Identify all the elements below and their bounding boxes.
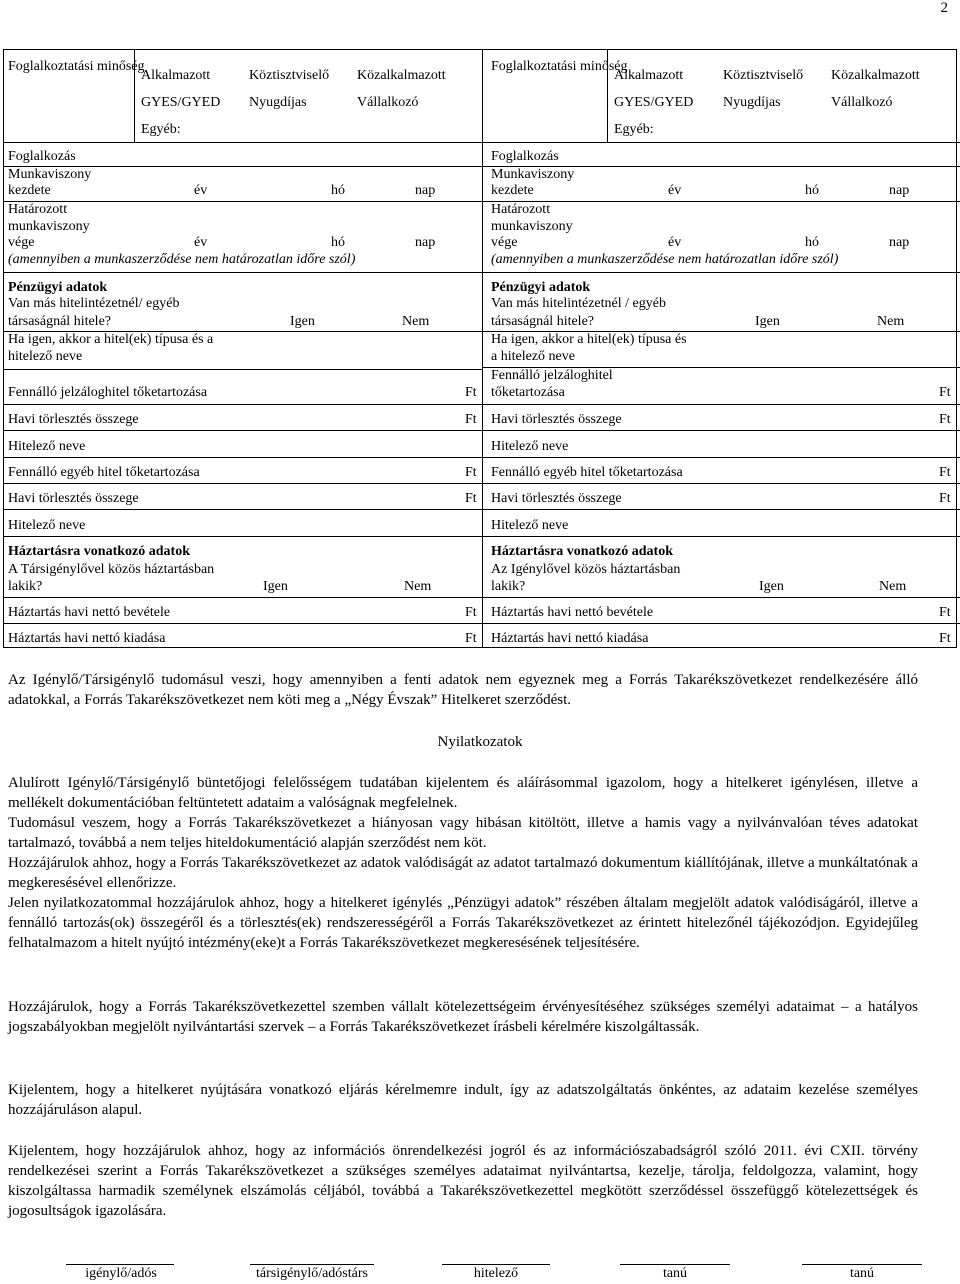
end-year-label: év bbox=[194, 235, 208, 250]
page-number: 2 bbox=[940, 0, 948, 16]
row-divider bbox=[4, 509, 483, 510]
data-protection-text: Kijelentem, hogy hozzájárulok ahhoz, hogy az információs önrendelkezési jogról és az információszabadságról szóló 2011. évi CXII. törvény rendelkezései szerint a Forrás Takarékszövetkezet a szükséges személyes adataimat nyilvántartsa, kezelje, tárolja, feldolgozza, valamint, hogy kiszolgáltassa harmadik személynek elszámolás céljából, továbbá a Takarékszövetkezettel megkötött szerződéssel összefüggő kötelezettségek és jogosultságok igazolására. bbox=[8, 1143, 918, 1219]
row-divider bbox=[483, 404, 960, 405]
voluntary-text: Kijelentem, hogy a hitelkeret nyújtására vonatkozó eljárás kérelmemre indult, így az adatszolgáltatás önkéntes, az adataim kezelése személyes hozzájáruláson alapul. bbox=[8, 1082, 918, 1118]
row-divider bbox=[4, 369, 483, 370]
option-koztisztviselo[interactable]: Köztisztviselő bbox=[723, 68, 804, 83]
start-month-label: hó bbox=[805, 183, 819, 198]
signature-label-witness-2: tanú bbox=[849, 1266, 875, 1281]
start-day-label: nap bbox=[889, 183, 910, 198]
household-expense-label: Háztartás havi nettó kiadása bbox=[8, 631, 166, 646]
end-label: vége bbox=[8, 235, 35, 250]
household-income-label: Háztartás havi nettó bevétele bbox=[491, 605, 654, 620]
other-loan-yes[interactable]: Igen bbox=[290, 314, 315, 329]
shared-household-question-line1: Az Igénylővel közös háztartásban bbox=[491, 562, 681, 577]
end-year-label: év bbox=[668, 235, 682, 250]
row-divider bbox=[483, 142, 960, 143]
option-kozalkalmazott[interactable]: Közalkalmazott bbox=[357, 68, 446, 83]
row-divider bbox=[4, 483, 483, 484]
row-divider bbox=[483, 483, 960, 484]
financial-data-heading: Pénzügyi adatok bbox=[491, 280, 591, 295]
household-income-currency: Ft bbox=[939, 605, 951, 620]
shared-household-question-line2: lakik? bbox=[491, 579, 526, 594]
row-divider bbox=[483, 457, 960, 458]
declaration-paragraph: Hozzájárulok ahhoz, hogy a Forrás Takarékszövetkezet az adatok valódiságát az adatot tartalmazó dokumentum kiállítójának, illetve a munkáltatónak a megkeresésével ellenőrizze. bbox=[8, 855, 918, 891]
option-gyes-gyed[interactable]: GYES/GYED bbox=[614, 95, 694, 110]
notice-paragraph bbox=[8, 670, 918, 710]
other-loan-question-line2: társaságnál hitele? bbox=[8, 314, 112, 329]
row-divider bbox=[483, 623, 960, 624]
row-divider bbox=[483, 536, 960, 537]
indefinite-note: (amennyiben a munkaszerződése nem határozatlan időre szól) bbox=[8, 252, 356, 267]
row-divider bbox=[483, 272, 960, 273]
row-divider bbox=[4, 597, 483, 598]
option-gyes-gyed[interactable]: GYES/GYED bbox=[141, 95, 221, 110]
other-loan-currency: Ft bbox=[939, 465, 951, 480]
column-divider bbox=[134, 50, 135, 142]
mortgage-currency: Ft bbox=[465, 385, 477, 400]
occupation-label: Foglalkozás bbox=[491, 149, 559, 164]
other-loan-principal-label: Fennálló egyéb hitel tőketartozása bbox=[491, 465, 683, 480]
household-data-heading: Háztartásra vonatkozó adatok bbox=[491, 544, 673, 559]
shared-household-yes[interactable]: Igen bbox=[263, 579, 288, 594]
monthly-installment-label: Havi törlesztés összege bbox=[491, 412, 622, 427]
option-kozalkalmazott[interactable]: Közalkalmazott bbox=[831, 68, 920, 83]
signature-label-applicant: igénylő/adós bbox=[85, 1266, 157, 1281]
start-label: kezdete bbox=[8, 183, 51, 198]
other-loan-question-line1: Van más hitelintézetnél / egyéb bbox=[491, 296, 666, 311]
household-expense-label: Háztartás havi nettó kiadása bbox=[491, 631, 649, 646]
signature-label-co-applicant: társigénylő/adóstárs bbox=[256, 1266, 368, 1281]
household-data-heading: Háztartásra vonatkozó adatok bbox=[8, 544, 190, 559]
monthly-installment-currency-2: Ft bbox=[465, 491, 477, 506]
monthly-installment-currency-2: Ft bbox=[939, 491, 951, 506]
creditor-name-label: Hitelező neve bbox=[8, 439, 86, 454]
other-loan-principal-label: Fennálló egyéb hitel tőketartozása bbox=[8, 465, 200, 480]
employment-label: Munkaviszony bbox=[8, 167, 92, 182]
other-loan-question-line2: társaságnál hitele? bbox=[491, 314, 595, 329]
applicant-form-left bbox=[4, 50, 483, 647]
row-divider bbox=[4, 272, 483, 273]
fixed-term-label: Határozott bbox=[8, 202, 68, 217]
signature-label-witness-1: tanú bbox=[662, 1266, 688, 1281]
option-alkalmazott[interactable]: Alkalmazott bbox=[141, 68, 211, 83]
loan-type-label-line1: Ha igen, akkor a hitel(ek) típusa és a bbox=[8, 332, 214, 347]
declaration-block bbox=[8, 773, 918, 953]
loan-type-label-line1: Ha igen, akkor a hitel(ek) típusa és bbox=[491, 332, 687, 347]
declaration-title: Nyilatkozatok bbox=[437, 734, 523, 750]
other-loan-question-line1: Van más hitelintézetnél/ egyéb bbox=[8, 296, 180, 311]
option-vallalkozo[interactable]: Vállalkozó bbox=[357, 95, 419, 110]
signature-line bbox=[802, 1264, 922, 1265]
loan-type-label-line2: a hitelező neve bbox=[491, 349, 575, 364]
option-egyeb[interactable]: Egyéb: bbox=[141, 122, 181, 137]
row-divider bbox=[4, 404, 483, 405]
household-expense-currency: Ft bbox=[465, 631, 477, 646]
row-divider bbox=[483, 201, 960, 202]
row-divider bbox=[4, 201, 483, 202]
row-divider bbox=[483, 509, 960, 510]
consent-paragraph bbox=[8, 997, 918, 1037]
employment-label: Munkaviszony bbox=[491, 167, 575, 182]
monthly-installment-currency: Ft bbox=[939, 412, 951, 427]
other-loan-no[interactable]: Nem bbox=[402, 314, 430, 329]
notice-text: Az Igénylő/Társigénylő tudomásul veszi, hogy amennyiben a fenti adatok nem egyeznek meg a Forrás Takarékszövetkezet rendelkezésére álló adatokkal, a Forrás Takarékszövetkezet nem köti meg a „Négy Évszak” Hitelkeret szerződést. bbox=[8, 672, 918, 708]
monthly-installment-label-2: Havi törlesztés összege bbox=[491, 491, 622, 506]
start-year-label: év bbox=[668, 183, 682, 198]
signature-label-creditor: hitelező bbox=[473, 1266, 519, 1281]
applicant-forms bbox=[3, 49, 957, 648]
household-income-currency: Ft bbox=[465, 605, 477, 620]
row-divider bbox=[4, 430, 483, 431]
occupation-label: Foglalkozás bbox=[8, 149, 76, 164]
signature-line bbox=[620, 1264, 730, 1265]
declaration-paragraph: Alulírott Igénylő/Társigénylő büntetőjogi felelősségem tudatában kijelentem és aláírásommal igazolom, hogy a hitelkeret igénylésen, illetve a mellékelt dokumentációban feltüntetett adataim a valóságnak megfelelnek. bbox=[8, 775, 918, 811]
option-koztisztviselo[interactable]: Köztisztviselő bbox=[249, 68, 330, 83]
consent-text: Hozzájárulok, hogy a Forrás Takarékszövetkezettel szemben vállalt kötelezettségeim érvényesítéséhez szükséges személyi adataimat – a hatályos jogszabályokban megjelölt nyilvántartási szervek – a Forrás Takarékszövetkezet írásbeli kérelmére kiszolgáltassák. bbox=[8, 999, 918, 1035]
other-loan-no[interactable]: Nem bbox=[877, 314, 905, 329]
signature-line bbox=[250, 1264, 374, 1265]
monthly-installment-currency: Ft bbox=[465, 412, 477, 427]
fixed-term-employment-label: munkaviszony bbox=[8, 219, 90, 234]
option-vallalkozo[interactable]: Vállalkozó bbox=[831, 95, 893, 110]
start-month-label: hó bbox=[331, 183, 345, 198]
employment-quality-label: Foglalkoztatási minőség bbox=[8, 59, 145, 74]
fixed-term-label: Határozott bbox=[491, 202, 551, 217]
start-day-label: nap bbox=[415, 183, 436, 198]
mortgage-principal-label: Fennálló jelzáloghitel tőketartozása bbox=[8, 385, 208, 400]
declaration-paragraph: Tudomásul veszem, hogy a Forrás Takarékszövetkezet a hiányosan vagy hibásan kitöltött, illetve a hamis vagy a nyilvánvalóan téves adatokat tartalmazó, továbbá a nem teljes hiteldokumentáció alapján szerződést nem köt. bbox=[8, 815, 918, 851]
household-expense-currency: Ft bbox=[939, 631, 951, 646]
household-income-label: Háztartás havi nettó bevétele bbox=[8, 605, 171, 620]
financial-data-heading: Pénzügyi adatok bbox=[8, 280, 108, 295]
option-alkalmazott[interactable]: Alkalmazott bbox=[614, 68, 684, 83]
loan-type-label-line2: hitelező neve bbox=[8, 349, 83, 364]
creditor-name-label: Hitelező neve bbox=[491, 439, 569, 454]
row-divider bbox=[4, 142, 483, 143]
applicant-form-right bbox=[482, 50, 960, 647]
shared-household-yes[interactable]: Igen bbox=[759, 579, 784, 594]
shared-household-no[interactable]: Nem bbox=[404, 579, 432, 594]
start-label: kezdete bbox=[491, 183, 534, 198]
other-loan-yes[interactable]: Igen bbox=[755, 314, 780, 329]
creditor-name-label-2: Hitelező neve bbox=[491, 518, 569, 533]
row-divider bbox=[483, 597, 960, 598]
declaration-paragraph: Jelen nyilatkozatommal hozzájárulok ahhoz, hogy a hitelkeret igénylés „Pénzügyi adatok” részében általam megjelölt adatok valódiságáról, illetve a fennálló tartozás(ok) összegéről és a törlesztés(ek) rendszerességéről a Forrás Takarékszövetkezet az érintett hitelezőnél tájékozódjon. Egyidejűleg felhatalmazom a hitelt nyújtó intézmény(eke)t a Forrás Takarékszövetkezet megkeresésének teljesítésére. bbox=[8, 895, 918, 951]
monthly-installment-label-2: Havi törlesztés összege bbox=[8, 491, 139, 506]
option-egyeb[interactable]: Egyéb: bbox=[614, 122, 654, 137]
mortgage-label-line2: tőketartozása bbox=[491, 385, 565, 400]
shared-household-question-line1: A Társigénylővel közös háztartásban bbox=[8, 562, 215, 577]
creditor-name-label-2: Hitelező neve bbox=[8, 518, 86, 533]
fixed-term-employment-label: munkaviszony bbox=[491, 219, 573, 234]
end-month-label: hó bbox=[331, 235, 345, 250]
option-nyugdijas[interactable]: Nyugdíjas bbox=[249, 95, 307, 110]
end-day-label: nap bbox=[415, 235, 436, 250]
employment-quality-label: Foglalkoztatási minőség bbox=[491, 59, 628, 74]
row-divider bbox=[4, 457, 483, 458]
row-divider bbox=[4, 623, 483, 624]
monthly-installment-label: Havi törlesztés összege bbox=[8, 412, 139, 427]
mortgage-currency: Ft bbox=[939, 385, 951, 400]
row-divider bbox=[4, 536, 483, 537]
indefinite-note: (amennyiben a munkaszerződése nem határozatlan időre szól) bbox=[491, 252, 839, 267]
voluntary-paragraph bbox=[8, 1080, 918, 1120]
mortgage-label-line1: Fennálló jelzáloghitel bbox=[491, 368, 613, 383]
shared-household-question-line2: lakik? bbox=[8, 579, 43, 594]
signature-line bbox=[442, 1264, 550, 1265]
start-year-label: év bbox=[194, 183, 208, 198]
data-protection-paragraph bbox=[8, 1141, 918, 1221]
other-loan-currency: Ft bbox=[465, 465, 477, 480]
end-label: vége bbox=[491, 235, 518, 250]
end-day-label: nap bbox=[889, 235, 910, 250]
option-nyugdijas[interactable]: Nyugdíjas bbox=[723, 95, 781, 110]
column-divider bbox=[607, 50, 608, 142]
signature-line bbox=[66, 1264, 174, 1265]
shared-household-no[interactable]: Nem bbox=[879, 579, 907, 594]
row-divider bbox=[483, 430, 960, 431]
end-month-label: hó bbox=[805, 235, 819, 250]
